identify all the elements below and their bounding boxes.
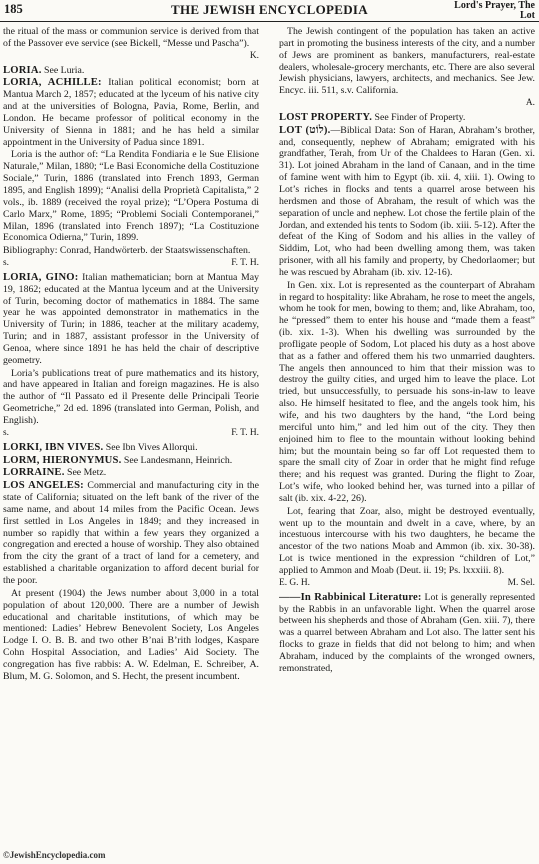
encyclopedia-entry [279, 125, 535, 279]
signature-initials: M. Sel. [507, 577, 535, 588]
encyclopedia-entry [279, 112, 535, 124]
paragraph-text: See Metz. [64, 467, 107, 479]
paragraph-text: See Luria. [41, 64, 85, 76]
paragraph-text: At present (1904) the Jews number about 3,000 in a total population of about 120,000. There are a number of Jewish educational and charitable institutions, of which may be mentioned: Ladies’ Hebrew Benevolent Society, Los Angeles Lodge I. O. B. B. and two other B’nai B’rith lodges, Kaspare Cohn Hospital Association, and Ladies’ Aid Society. The congregation has five rabbis: A. W. Edelman, E. Schreiber, A. Blum, M. G. Solomon, and S. Hecht, the present incumbent. [3, 587, 259, 682]
author-signature [3, 51, 259, 63]
entry-headword: LORRAINE. [3, 467, 65, 479]
entry-headword: LOST PROPERTY. [279, 111, 373, 123]
entry-headword: LORKI, IBN VIVES. [3, 441, 104, 453]
signature-initials: F. T. H. [231, 427, 259, 438]
author-signature [3, 258, 259, 270]
right-column [279, 26, 535, 846]
entry-headword: LORM, HIERONYMUS. [3, 454, 122, 466]
paragraph-text: Loria’s publications treat of pure mathematics and its history, and have appeared in Italian and foreign magazines. He is also the author of “Il Passato ed il Presente delle Principali Teorie Geometriche,” 2d ed. 1896 (translated into German, Polish, and English). [3, 367, 259, 426]
encyclopedia-entry [3, 467, 259, 479]
encyclopedia-entry [3, 455, 259, 467]
entry-headword: LOS ANGELES: [3, 480, 84, 492]
entry-headword: LORIA, GINO: [3, 271, 79, 283]
encyclopedia-entry [3, 65, 259, 77]
body-paragraph [279, 506, 535, 577]
paragraph-text: In Gen. xix. Lot is represented as the counterpart of Abraham in regard to hospitality: like Abraham, he rose to meet the angels, whom he took for men, bowing to them; and, like Abraham, too, he “pressed” them to enter his house and “made them a feast” (ib. xix. 1-3). When his dwelling was surrounded by the profligate people of Sodom, Lot placed his duty as a host above that as a father and offered them his two unmarried daughters. The angels then announced to him that their mission was to destroy the guilty cities, and urged him to leave the place. Lot tried, but unsuccessfully, to persuade his sons-in-law to leave also. He himself hesitated to flee, and the angels took him, his wife, and his two daughters by the hand, “the Lord being merciful unto him,” and led him out of the city. They then enjoined him to flee to the mountain without looking behind him; but the mountain being so far off Lot requested them to spare the small city of Zoar in order that he might find refuge there; and his request was granted. During the flight to Zoar, Lot’s wife, who looked behind her, was turned into a pillar of salt (ib. xix. 4-22, 26). [279, 279, 535, 504]
signature-classification: s. [3, 258, 9, 269]
entry-headword: LORIA, ACHILLE: [3, 77, 102, 89]
header-rule [0, 21, 539, 22]
signature-classification: E. G. H. [279, 577, 310, 588]
paragraph-text: See Landesmann, Heinrich. [121, 454, 233, 466]
paragraph-text: —Biblical Data: Son of Haran, Abraham’s brother, and, consequently, nephew of Abraham; emigrated with his grandfather, Terah, from Ur of the Chaldees to Haran (Gen. xi. 31). Lot joined Abraham in the land of Canaan, and in the time of famine went with him to Egypt (ib. xii. 4, xiii. 1). Owing to Lot’s riches in flocks and tents a quarrel arose between his herdsmen and those of Abraham, the result of which was the separation of uncle and nephew. Lot chose the fertile plain of the Jordan, and extended his tents to Sodom (ib. xiii. 5-12). After the defeat of the King of Sodom and his allies in the valley of Siddim, Lot, who had been dwelling among them, was taken prisoner, with all his family and property, by Chedorlaomer; but he was rescued by Abraham (ib. xiv. 12-16). [279, 124, 535, 278]
encyclopedia-entry [3, 442, 259, 454]
page-number: 185 [4, 2, 23, 16]
signature-classification: s. [3, 427, 9, 438]
author-signature [279, 578, 535, 590]
encyclopedia-entry [279, 592, 535, 675]
encyclopedia-entry [3, 272, 259, 367]
author-signature [3, 428, 259, 440]
body-paragraph [3, 368, 259, 427]
paragraph-text: Lot is generally represented by the Rabbis in an unfavorable light. When the quarrel arose between his shepherds and those of Abraham (Gen. xiii. 7), there was a quarrel between Abraham and Lot also. The latter sent his flocks to graze in fields that did not belong to him; and when Abraham, induced by the complaints of the wronged owners, remonstrated, [279, 591, 535, 674]
entry-headword: LORIA. [3, 64, 42, 76]
signature-initials: A. [525, 98, 535, 109]
entry-headword: ——In Rabbinical Literature: [279, 591, 422, 603]
entry-headword: LOT (לוֹט). [279, 124, 331, 136]
paragraph-text: Commercial and manufacturing city in the state of California; situated on the left bank of the river of the same name, and about 14 miles from the Pacific Ocean. Jews first settled in Los Angeles in 1849; and they increased in number so rapidly that within a few years they organized a congregation and erected a house of worship. They also obtained from the city the grant of a tract of land for a cemetery, and established a charitable organization to afford decent burial for the poor. [3, 480, 259, 586]
page-header [0, 0, 539, 24]
author-signature [279, 98, 535, 110]
body-paragraph [279, 280, 535, 505]
paragraph-text: Bibliography: Conrad, Handwörterb. der Staatswissenschaften. [3, 245, 251, 257]
paragraph-text: See Ibn Vives Allorqui. [103, 441, 198, 453]
body-paragraph [3, 245, 259, 257]
body-paragraph [279, 26, 535, 97]
journal-title: THE JEWISH ENCYCLOPEDIA [171, 2, 368, 17]
paragraph-text: Loria is the author of: “La Rendita Fondiaria e le Sue Elisione Naturale,” Milan, 1880; “Le Basi Economiche della Costituzione Sociale,” Turin, 1886 (translated into French 1893, German 1895, and English 1899); “Analisi della Proprietà Capitalista,” 2 vols., ib. 1889 (received the royal prize); “L’Opera Postuma di Carlo Marx,” Rome, 1895; “Problemi Sociali Contemporanei,” Milan, 1896 (translated into French 1897); “La Costituzione Economica Odierna,” Turin, 1899. [3, 149, 259, 244]
signature-initials: K. [249, 50, 259, 61]
encyclopedia-entry [3, 77, 259, 148]
running-head: Lord's Prayer, The Lot [454, 0, 535, 21]
paragraph-text: Italian political economist; born at Mantua March 2, 1857; educated at the lyceum of his native city and at the universities of Bologna, Pavia, Rome, Berlin, and London. He became professor of political economy in the University of Sienna in 1881; and he has held a similar appointment in the University of Padua since 1891. [3, 77, 259, 148]
paragraph-text: the ritual of the mass or communion service is derived from that of the Passover eve service (see Bickell, “Messe und Pascha”). [3, 26, 259, 49]
body-paragraph [3, 149, 259, 244]
paragraph-text: Lot, fearing that Zoar, also, might be destroyed eventually, went up to the mountain and dwelt in a cave, where, by an incestuous intercourse with his two daughters, he became the ancestor of the two nations Moab and Ammon (ib. xix. 30-38). Lot is twice mentioned in the expression “children of Lot,” applied to Ammon and Moab (Deut. ii. 19; Ps. lxxxiii. 8). [279, 505, 535, 576]
paragraph-text: Italian mathematician; born at Mantua May 19, 1862; educated at the Mantua lyceum and at the University of Turin, becoming doctor of mathematics in 1884. The same year he was appointed demonstrator in mathematics in the University of Turin; in 1886, teacher at the military academy, Turin; and in 1887, assistant professor in the University of Genoa, where since 1891 he has held the chair of descriptive geometry. [3, 271, 259, 366]
body-paragraph [3, 588, 259, 683]
paragraph-text: See Finder of Property. [372, 111, 466, 123]
left-column [3, 26, 259, 846]
paragraph-text: The Jewish contingent of the population has taken an active part in promoting the business interests of the city, and a number of Jews are prominent as bankers, manufacturers, real-estate dealers, wholesale-grocery merchants, etc. There are also several Jewish physicians, lawyers, architects, and mechanics. See Jew. Encyc. iii. 511, s.v. California. [279, 26, 535, 97]
encyclopedia-entry [3, 480, 259, 587]
footer-watermark: ©JewishEncyclopedia.com [3, 850, 106, 860]
body-paragraph [3, 26, 259, 50]
signature-initials: F. T. H. [231, 258, 259, 269]
